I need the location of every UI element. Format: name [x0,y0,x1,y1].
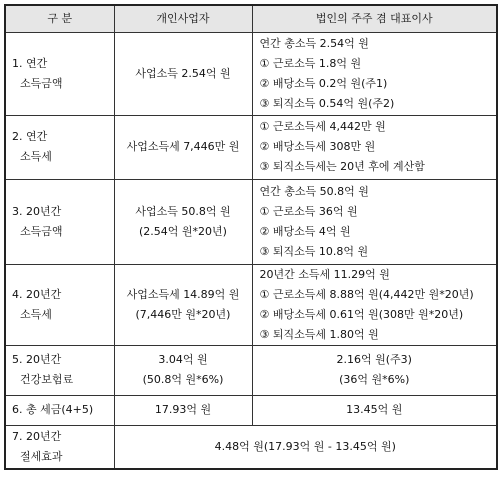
corporate-cell [252,32,497,115]
table-row [5,425,497,469]
header-category: 구 분 [5,5,114,32]
cell-line: ② 배당소득 0.2억 원(주1) [259,76,388,90]
cell-line: ② 배당소득 4억 원 [259,224,351,238]
cell-line: 17.93억 원 [154,403,212,416]
row-label-line: 소득세 [20,307,52,321]
header-corporate: 법인의 주주 겸 대표이사 [252,5,497,32]
cell-line: ③ 퇴직소득 10.8억 원 [259,244,369,258]
cell-line: 사업소득 2.54억 원 [135,66,231,80]
row-label-line: 소득금액 [20,76,63,90]
individual-cell [114,179,252,264]
cell-line: ③ 퇴직소득세는 20년 후에 계산함 [259,160,425,173]
table-row [5,264,497,345]
cell-line: 연간 총소득 50.8억 원 [259,184,369,198]
individual-cell [114,115,252,179]
row-label-line: 6. 총 세금(4+5) [12,403,94,416]
cell-line: ① 근로소득세 4,442만 원 [259,120,386,133]
table-row [5,115,497,179]
table-row [5,179,497,264]
cell-line: (2.54억 원*20년) [139,224,227,238]
row-label [5,395,114,425]
cell-line: 13.45억 원 [346,403,403,416]
row-label-line: 4. 20년간 [12,287,62,301]
row-label [5,179,114,264]
cell-line: ② 배당소득세 308만 원 [259,140,376,153]
cell-line: 4.48억 원(17.93억 원 - 13.45억 원) [214,439,396,453]
row-label [5,32,114,115]
cell-line: ③ 퇴직소득세 1.80억 원 [259,327,379,341]
row-label-line: 1. 연간 [12,56,48,70]
row-label-line: 3. 20년간 [12,204,62,218]
cell-line: ② 배당소득세 0.61억 원(308만 원*20년) [259,307,464,321]
corporate-cell [252,115,497,179]
cell-line: ① 근로소득 1.8억 원 [259,56,362,70]
corporate-cell [252,345,497,395]
row-label-line: 소득금액 [20,224,63,238]
row-label-line: 절세효과 [20,449,63,463]
cell-line: 연간 총소득 2.54억 원 [259,36,369,50]
table-row [5,32,497,115]
table-row [5,345,497,395]
individual-cell [114,32,252,115]
row-label [5,345,114,395]
cell-line: 사업소득세 14.89억 원 [126,287,240,301]
row-label [5,264,114,345]
cell-line: 사업소득세 7,446만 원 [126,140,240,153]
cell-line: 사업소득 50.8억 원 [135,204,231,218]
cell-line: 2.16억 원(주3) [336,353,412,366]
cell-line: 20년간 소득세 11.29억 원 [259,267,390,281]
row-label-line: 7. 20년간 [12,429,62,443]
merged-result-cell [114,425,497,469]
corporate-cell [252,395,497,425]
corporate-cell [252,179,497,264]
cell-line: 3.04억 원 [158,353,208,366]
table-row [5,395,497,425]
row-label-line: 소득세 [20,150,52,163]
comparison-table [4,4,498,470]
row-label-line: 5. 20년간 [12,353,62,366]
corporate-cell [252,264,497,345]
cell-line: ③ 퇴직소득 0.54억 원(주2) [259,96,395,110]
row-label [5,115,114,179]
cell-line: ① 근로소득세 8.88억 원(4,442만 원*20년) [259,287,474,301]
cell-line: (50.8억 원*6%) [142,373,224,386]
row-label [5,425,114,469]
cell-line: (36억 원*6%) [339,373,410,386]
row-label-line: 건강보험료 [20,373,74,386]
header-row [5,5,497,32]
row-label-line: 2. 연간 [12,130,48,143]
individual-cell [114,264,252,345]
individual-cell [114,395,252,425]
individual-cell [114,345,252,395]
cell-line: (7,446만 원*20년) [135,307,231,321]
cell-line: ① 근로소득 36억 원 [259,204,358,218]
header-individual: 개인사업자 [114,5,252,32]
